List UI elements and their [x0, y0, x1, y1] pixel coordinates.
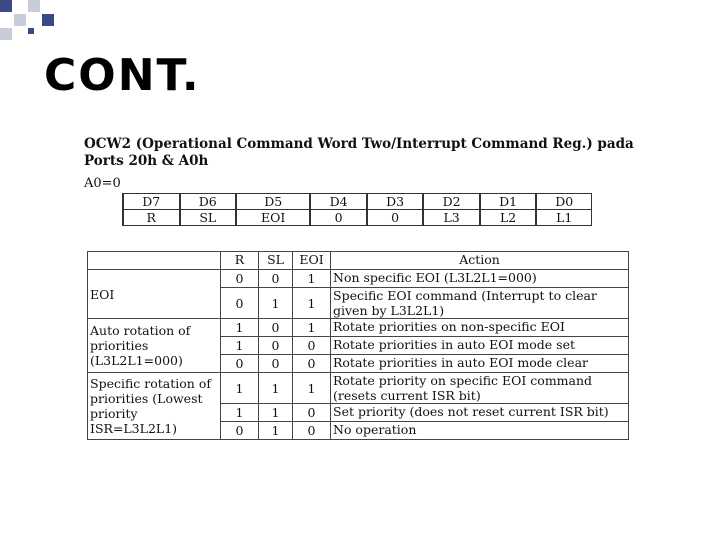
group-label: Specific rotation of priorities (Lowest priority ISR=L3L2L1): [88, 373, 221, 440]
r-cell: 1: [221, 373, 259, 404]
deco-square: [0, 0, 12, 12]
deco-square: [28, 28, 34, 34]
bit-value: 0: [367, 210, 424, 226]
eoi-cell: 1: [293, 288, 331, 319]
ocw2-heading: OCW2 (Operational Command Word Two/Interrupt Command Reg.) pada Ports 20h & A0h: [84, 136, 634, 169]
sl-cell: 0: [259, 319, 293, 337]
action-cell: Rotate priorities in auto EOI mode clear: [331, 355, 629, 373]
deco-square: [0, 28, 12, 40]
sl-cell: 0: [259, 270, 293, 288]
r-cell: 1: [221, 337, 259, 355]
r-cell: 0: [221, 270, 259, 288]
eoi-cell: 0: [293, 355, 331, 373]
sl-cell: 0: [259, 337, 293, 355]
bit-header: D3: [367, 194, 424, 210]
ops-header-row: [88, 252, 629, 270]
r-cell: 1: [221, 404, 259, 422]
action-cell: No operation: [331, 422, 629, 440]
table-row: [88, 270, 629, 288]
bit-header: D4: [310, 194, 367, 210]
column-header: EOI: [293, 252, 331, 270]
table-row: [88, 319, 629, 337]
bit-header: D2: [423, 194, 480, 210]
eoi-cell: 0: [293, 404, 331, 422]
bit-value: 0: [310, 210, 367, 226]
bit-value: R: [123, 210, 180, 226]
action-cell: Rotate priority on specific EOI command (resets current ISR bit): [331, 373, 629, 404]
deco-square: [28, 0, 40, 12]
bit-header: D6: [180, 194, 237, 210]
sl-cell: 0: [259, 355, 293, 373]
action-cell: Set priority (does not reset current ISR bit): [331, 404, 629, 422]
bit-header: D7: [123, 194, 180, 210]
action-cell: Rotate priorities in auto EOI mode set: [331, 337, 629, 355]
empty-header-cell: [88, 252, 221, 270]
eoi-cell: 1: [293, 319, 331, 337]
r-cell: 1: [221, 319, 259, 337]
action-cell: Rotate priorities on non-specific EOI: [331, 319, 629, 337]
r-cell: 0: [221, 288, 259, 319]
bit-value-row: [123, 210, 592, 226]
sl-cell: 1: [259, 373, 293, 404]
eoi-cell: 1: [293, 270, 331, 288]
bit-value: SL: [180, 210, 237, 226]
decorative-squares: [0, 0, 60, 40]
eoi-cell: 0: [293, 422, 331, 440]
sl-cell: 1: [259, 422, 293, 440]
action-cell: Specific EOI command (Interrupt to clear given by L3L2L1): [331, 288, 629, 319]
a0-label: A0=0: [84, 176, 121, 191]
bit-header: D0: [536, 194, 591, 210]
bit-header-row: [123, 194, 592, 210]
sl-cell: 1: [259, 404, 293, 422]
deco-square: [14, 14, 26, 26]
eoi-cell: 1: [293, 373, 331, 404]
column-header: SL: [259, 252, 293, 270]
slide-title: CONT.: [44, 50, 201, 101]
group-label: Auto rotation of priorities (L3L2L1=000): [88, 319, 221, 373]
bit-value: L1: [536, 210, 591, 226]
table-row: [88, 373, 629, 404]
column-header: Action: [331, 252, 629, 270]
r-cell: 0: [221, 422, 259, 440]
bit-header: D1: [480, 194, 537, 210]
bit-header: D5: [236, 194, 310, 210]
bit-value: EOI: [236, 210, 310, 226]
action-cell: Non specific EOI (L3L2L1=000): [331, 270, 629, 288]
eoi-cell: 0: [293, 337, 331, 355]
column-header: R: [221, 252, 259, 270]
ocw2-bit-table: [122, 193, 592, 226]
group-label: EOI: [88, 270, 221, 319]
deco-square: [42, 14, 54, 26]
sl-cell: 1: [259, 288, 293, 319]
bit-value: L3: [423, 210, 480, 226]
ocw2-operation-table: [87, 251, 629, 440]
bit-value: L2: [480, 210, 537, 226]
r-cell: 0: [221, 355, 259, 373]
